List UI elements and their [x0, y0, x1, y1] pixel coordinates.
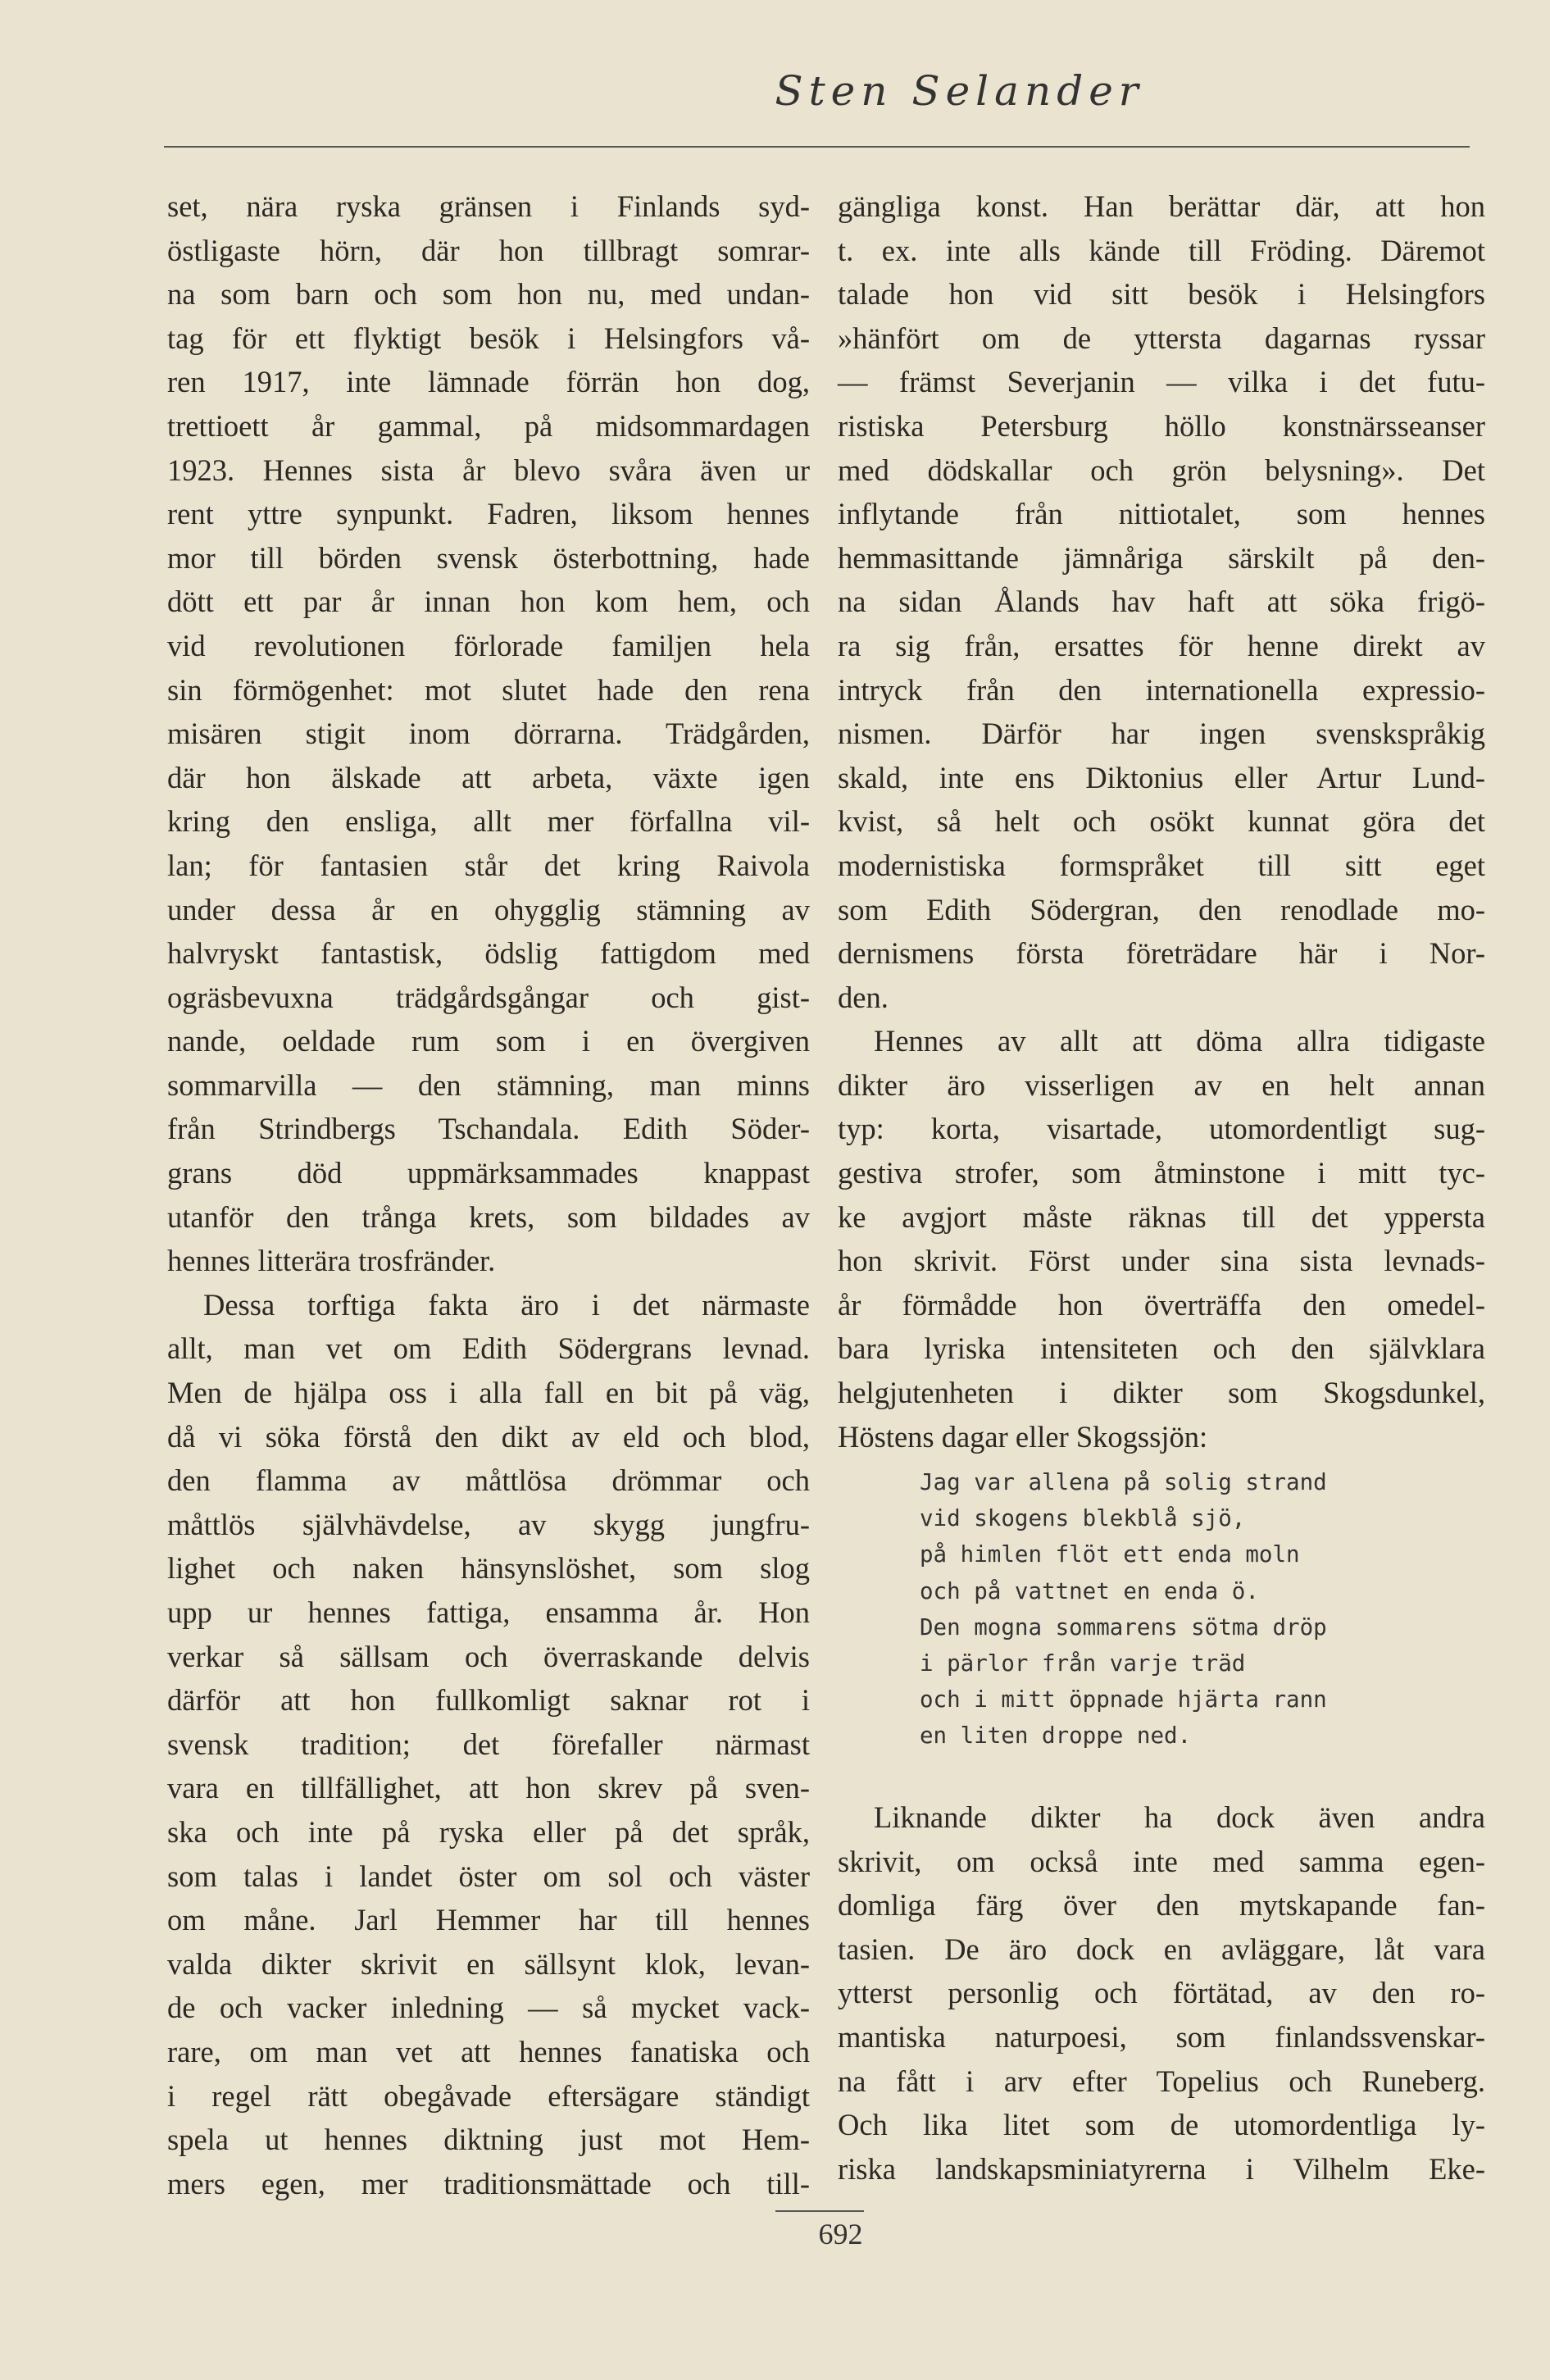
poem-line: Jag var allena på solig strand	[920, 1469, 1327, 1495]
text-line: Höstens dagar eller Skogssjön:	[838, 1419, 1208, 1454]
text-line: Och lika litet som de utomordentliga ly-	[838, 2108, 1485, 2142]
text-line: Men de hjälpa oss i alla fall en bit på väg,	[167, 1376, 810, 1410]
text-line: — främst Severjanin — vilka i det futu-	[838, 365, 1485, 399]
text-line: hennes litterära trosfränder.	[167, 1244, 496, 1278]
page-number-container	[0, 2217, 1550, 2251]
text-line: nande, oeldade rum som i en övergiven	[167, 1024, 810, 1058]
text-line: gestiva strofer, som åtminstone i mitt tyc-	[838, 1156, 1485, 1190]
text-line: riska landskapsminiatyrerna i Vilhelm Eke-	[838, 2151, 1485, 2186]
text-line: misären stigit inom dörrarna. Trädgården,	[167, 717, 810, 751]
text-line: spela ut hennes diktning just mot Hem-	[167, 2123, 810, 2157]
poem-line: vid skogens blekblå sjö,	[920, 1505, 1246, 1532]
text-line: »hänfört om de yttersta dagarnas ryssar	[838, 321, 1485, 355]
text-line: med dödskallar och grön belysning». Det	[838, 453, 1485, 487]
text-line: mantiska naturpoesi, som finlandssvenskar-	[838, 2019, 1485, 2054]
running-header	[0, 67, 1550, 141]
text-line: domliga färg över den mytskapande fan-	[838, 1888, 1485, 1923]
poem-line: och i mitt öppnade hjärta rann	[920, 1686, 1327, 1713]
text-line: na som barn och som hon nu, med undan-	[167, 277, 810, 312]
text-line: valda dikter skrivit en sällsynt klok, levan-	[167, 1946, 810, 1981]
text-line: rent yttre synpunkt. Fadren, liksom hennes	[167, 497, 810, 531]
header-title: Sten Selander	[775, 67, 1144, 115]
poem-line: en liten droppe ned.	[920, 1722, 1192, 1750]
text-line: den flamma av måttlösa drömmar och	[167, 1463, 810, 1498]
text-line: modernistiska formspråket till sitt eget	[838, 848, 1485, 882]
text-line: intryck från den internationella expressio-	[838, 672, 1485, 707]
text-line: hemmasittande jämnåriga särskilt på den-	[838, 540, 1485, 575]
text-line: rare, om man vet att hennes fanatiska och	[167, 2034, 810, 2068]
text-line: kvist, så helt och osökt kunnat göra det	[838, 804, 1485, 839]
text-line: måttlös självhävdelse, av skygg jungfru-	[167, 1507, 810, 1541]
text-line: sin förmögenhet: mot slutet hade den rena	[167, 672, 810, 707]
poem-line: på himlen flöt ett enda moln	[920, 1541, 1300, 1568]
text-line: grans död uppmärksammades knappast	[167, 1156, 810, 1190]
text-line: na fått i arv efter Topelius och Runeberg.	[838, 2064, 1485, 2098]
poem-block	[920, 1464, 1327, 1754]
text-line: Dessa torftiga fakta äro i det närmaste	[203, 1287, 810, 1322]
text-line: tasien. De äro dock en avläggare, låt vara	[838, 1932, 1485, 1966]
text-line: år förmådde hon överträffa den omedel-	[838, 1287, 1485, 1322]
text-line: upp ur hennes fattiga, ensamma år. Hon	[167, 1595, 810, 1629]
text-line: t. ex. inte alls kände till Fröding. Däremot	[838, 233, 1485, 267]
text-line: 1923. Hennes sista år blevo svåra även ur	[167, 453, 810, 487]
text-line: dött ett par år innan hon kom hem, och	[167, 585, 810, 619]
text-line: tag för ett flyktigt besök i Helsingfors vå-	[167, 321, 810, 355]
text-line: under dessa år en ohygglig stämning av	[167, 892, 810, 926]
text-line: ytterst personlig och förtätad, av den ro-	[838, 1976, 1485, 2010]
text-line: inflytande från nittiotalet, som hennes	[838, 497, 1485, 531]
text-line: dikter äro visserligen av en helt annan	[838, 1067, 1485, 1102]
text-line: där hon älskade att arbeta, växte igen	[167, 760, 810, 794]
text-line: ska och inte på ryska eller på det språk,	[167, 1814, 810, 1849]
poem-line: i pärlor från varje träd	[920, 1650, 1246, 1677]
text-line: helgjutenheten i dikter som Skogsdunkel,	[838, 1376, 1485, 1410]
page-number-rule	[775, 2210, 864, 2212]
text-line: skald, inte ens Diktonius eller Artur Lund-	[838, 760, 1485, 794]
text-line: ke avgjort måste räknas till det yppersta	[838, 1199, 1485, 1234]
text-line: den.	[838, 980, 889, 1014]
text-line: lan; för fantasien står det kring Raivola	[167, 848, 810, 882]
poem-line: och på vattnet en enda ö.	[920, 1577, 1259, 1604]
right-column	[838, 184, 1485, 1458]
text-line: bara lyriska intensiteten och den självklara	[838, 1331, 1485, 1366]
text-line: nismen. Därför har ingen svenskspråkig	[838, 717, 1485, 751]
text-line: skrivit, om också inte med samma egen-	[838, 1844, 1485, 1878]
text-line: ren 1917, inte lämnade förrän hon dog,	[167, 365, 810, 399]
text-line: som talas i landet öster om sol och väster	[167, 1859, 810, 1893]
text-line: talade hon vid sitt besök i Helsingfors	[838, 277, 1485, 312]
text-line: ra sig från, ersattes för henne direkt av	[838, 628, 1485, 662]
page-number: 692	[818, 2218, 863, 2250]
poem-line: Den mogna sommarens sötma dröp	[920, 1613, 1327, 1641]
text-line: na sidan Ålands hav haft att söka frigö-	[838, 585, 1485, 619]
text-line: dernismens första företrädare här i Nor-	[838, 936, 1485, 971]
text-line: ristiska Petersburg höllo konstnärsseanser	[838, 408, 1485, 443]
right-column-continued	[838, 1795, 1485, 2191]
text-line: vara en tillfällighet, att hon skrev på sven-	[167, 1771, 810, 1805]
text-line: vid revolutionen förlorade familjen hela	[167, 628, 810, 662]
text-line: östligaste hörn, där hon tillbragt somrar-	[167, 233, 810, 267]
text-line: sommarvilla — den stämning, man minns	[167, 1067, 810, 1102]
header-rule	[164, 146, 1470, 148]
text-line: mor till börden svensk österbottning, hade	[167, 540, 810, 575]
text-line: svensk tradition; det förefaller närmast	[167, 1727, 810, 1761]
text-line: då vi söka förstå den dikt av eld och blod,	[167, 1419, 810, 1454]
left-column	[167, 184, 810, 2205]
text-line: hon skrivit. Först under sina sista levnads-	[838, 1244, 1485, 1278]
text-line: set, nära ryska gränsen i Finlands syd-	[167, 189, 810, 223]
text-line: verkar så sällsam och överraskande delvis	[167, 1639, 810, 1673]
text-line: de och vacker inledning — så mycket vack-	[167, 1991, 810, 2025]
text-line: som Edith Södergran, den renodlade mo-	[838, 892, 1485, 926]
text-line: trettioett år gammal, på midsommardagen	[167, 408, 810, 443]
text-line: Hennes av allt att döma allra tidigaste	[874, 1024, 1485, 1058]
text-line: typ: korta, visartade, utomordentligt sug-	[838, 1112, 1485, 1146]
text-line: från Strindbergs Tschandala. Edith Söder-	[167, 1112, 810, 1146]
text-line: mers egen, mer traditionsmättade och till-	[167, 2166, 810, 2200]
text-line: utanför den trånga krets, som bildades av	[167, 1199, 810, 1234]
text-line: därför att hon fullkomligt saknar rot i	[167, 1683, 810, 1718]
text-line: Liknande dikter ha dock även andra	[874, 1800, 1485, 1834]
text-line: kring den ensliga, allt mer förfallna vil-	[167, 804, 810, 839]
text-line: om måne. Jarl Hemmer har till hennes	[167, 1903, 810, 1937]
text-line: halvryskt fantastisk, ödslig fattigdom med	[167, 936, 810, 971]
text-line: ogräsbevuxna trädgårdsgångar och gist-	[167, 980, 810, 1014]
text-line: i regel rätt obegåvade eftersägare ständigt	[167, 2078, 810, 2113]
text-line: gängliga konst. Han berättar där, att hon	[838, 189, 1485, 223]
text-line: allt, man vet om Edith Södergrans levnad.	[167, 1331, 810, 1366]
text-line: lighet och naken hänsynslöshet, som slog	[167, 1551, 810, 1586]
